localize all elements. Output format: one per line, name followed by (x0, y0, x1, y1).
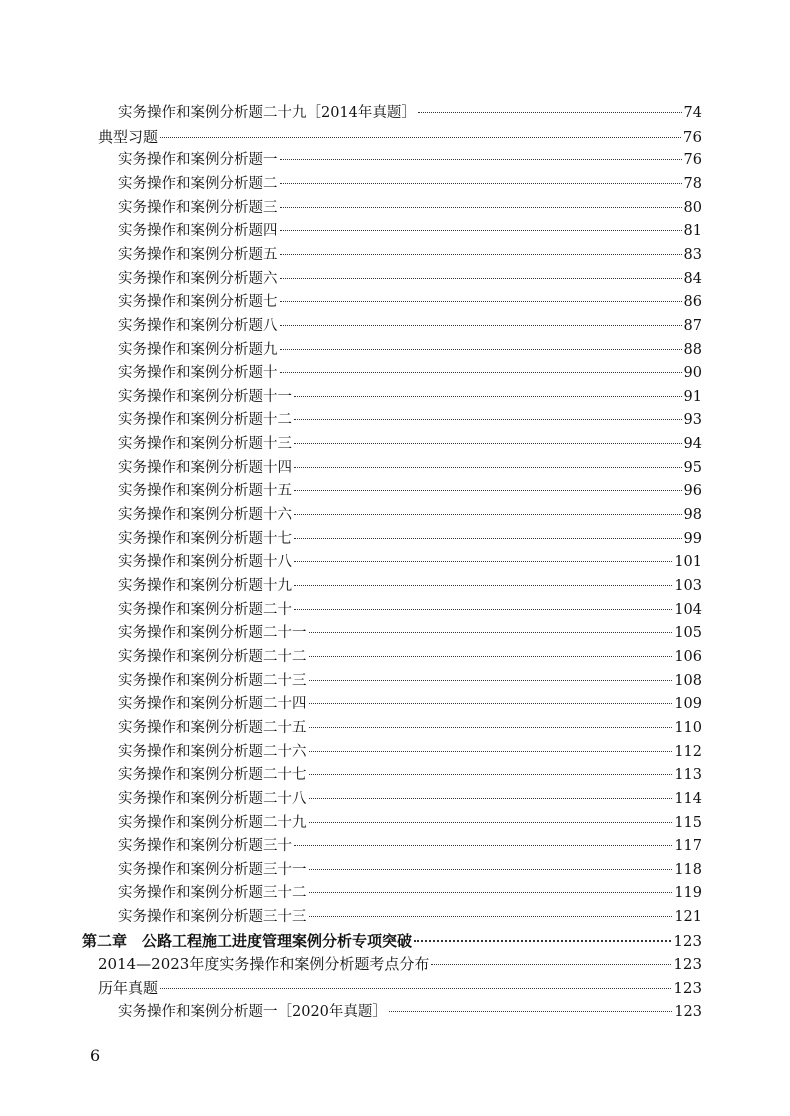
toc-entry-page: 76 (683, 152, 702, 169)
toc-entry-page: 98 (683, 507, 702, 524)
toc-entry-title: 实务操作和案例分析题十二 (118, 412, 292, 429)
dot-leader (294, 845, 672, 846)
dot-leader (294, 443, 682, 444)
toc-entry-title: 实务操作和案例分析题十七 (118, 530, 292, 547)
toc-entry[interactable] (118, 670, 702, 692)
toc-entry[interactable] (118, 575, 702, 597)
dot-leader (389, 1011, 672, 1012)
toc-entry-title: 实务操作和案例分析题一［2020年真题］ (118, 1003, 387, 1020)
dot-leader (309, 703, 673, 704)
toc-entry-page: 114 (674, 790, 702, 807)
toc-entry[interactable] (118, 551, 702, 573)
toc-entry-title: 实务操作和案例分析题二十四 (118, 696, 307, 713)
toc-entry-title: 实务操作和案例分析题二十六 (118, 743, 307, 760)
dot-leader (294, 419, 682, 420)
toc-entry-page: 109 (674, 696, 702, 713)
dot-leader (280, 301, 682, 302)
dot-leader (280, 183, 682, 184)
toc-entry[interactable] (118, 859, 702, 881)
dot-leader (280, 278, 682, 279)
toc-entry-page: 117 (674, 838, 702, 855)
toc-entry[interactable] (118, 764, 702, 786)
toc-entry-page: 78 (683, 175, 702, 192)
toc-entry-page: 104 (674, 601, 702, 618)
page-number: 6 (90, 1046, 101, 1065)
dot-leader (309, 892, 673, 893)
toc-entry[interactable] (118, 315, 702, 337)
toc-entry-page: 93 (683, 412, 702, 429)
toc-entry-title: 实务操作和案例分析题二十 (118, 601, 292, 618)
toc-entry[interactable] (118, 741, 702, 763)
toc-entry-page: 74 (683, 105, 702, 121)
dot-leader (309, 798, 673, 799)
toc-entry-title: 实务操作和案例分析题二十七 (118, 767, 307, 784)
toc-entry-title: 实务操作和案例分析题二十五 (118, 719, 307, 736)
toc-entry-title: 实务操作和案例分析题三 (118, 199, 278, 216)
toc-entry-title: 实务操作和案例分析题十五 (118, 483, 292, 500)
dot-leader (309, 869, 673, 870)
toc-entry-title: 实务操作和案例分析题二十八 (118, 790, 307, 807)
toc-entry-page: 105 (674, 625, 702, 642)
toc-entry-page: 88 (683, 341, 702, 358)
toc-entry-page: 94 (683, 436, 702, 453)
toc-entry[interactable] (118, 599, 702, 621)
dot-leader (414, 940, 671, 942)
toc-entry-title: 实务操作和案例分析题二十九［2014年真题］ (118, 105, 416, 121)
toc-entry-title: 实务操作和案例分析题十三 (118, 436, 292, 453)
toc-entry-title: 实务操作和案例分析题一 (118, 152, 278, 169)
toc-entry-page: 123 (673, 931, 702, 950)
dot-leader (280, 159, 682, 160)
toc-entry-page: 119 (674, 885, 702, 902)
dot-leader (280, 254, 682, 255)
toc-entry-page: 90 (683, 365, 702, 382)
dot-leader (280, 230, 682, 231)
toc-entry-title: 实务操作和案例分析题四 (118, 223, 278, 240)
toc-entry-page: 83 (683, 246, 702, 263)
toc-entry-title: 实务操作和案例分析题七 (118, 294, 278, 311)
toc-entry-page: 115 (674, 814, 702, 831)
toc-entry[interactable] (118, 291, 702, 313)
toc-entry[interactable] (118, 835, 702, 857)
toc-entry-page: 101 (674, 554, 702, 571)
toc-entry-title: 实务操作和案例分析题五 (118, 246, 278, 263)
toc-entry-page: 121 (674, 909, 702, 926)
dot-leader (160, 988, 671, 989)
toc-entry-title: 实务操作和案例分析题二十一 (118, 625, 307, 642)
toc-entry[interactable] (118, 268, 702, 290)
toc-entry[interactable] (118, 386, 702, 408)
toc-entry[interactable] (118, 1001, 702, 1023)
dot-leader (294, 538, 682, 539)
toc-entry-title: 实务操作和案例分析题三十一 (118, 861, 307, 878)
dot-leader (160, 137, 681, 138)
toc-entry-page: 86 (683, 294, 702, 311)
toc-entry[interactable] (118, 102, 702, 124)
toc-entry-page: 118 (674, 861, 702, 878)
toc-entry[interactable] (118, 528, 702, 550)
toc-entry[interactable] (118, 433, 702, 455)
toc-entry-title: 实务操作和案例分析题二十九 (118, 814, 307, 831)
dot-leader (280, 349, 682, 350)
toc-entry-title: 第二章 公路工程施工进度管理案例分析专项突破 (82, 931, 413, 950)
toc-entry-page: 108 (674, 672, 702, 689)
dot-leader (309, 656, 673, 657)
toc-entry-title: 实务操作和案例分析题十八 (118, 554, 292, 571)
toc-entry-title: 实务操作和案例分析题十四 (118, 459, 292, 476)
toc-entry-page: 106 (674, 648, 702, 665)
toc-entry-page: 91 (683, 388, 702, 405)
toc-entry[interactable] (118, 409, 702, 431)
toc-entry-page: 80 (683, 199, 702, 216)
toc-entry[interactable] (118, 693, 702, 715)
toc-entry-title: 实务操作和案例分析题十一 (118, 388, 292, 405)
toc-entry[interactable] (118, 646, 702, 668)
toc-entry-page: 96 (683, 483, 702, 500)
dot-leader (309, 916, 673, 917)
toc-entry-page: 123 (673, 955, 702, 974)
toc-entry-title: 实务操作和案例分析题二 (118, 175, 278, 192)
dot-leader (309, 727, 673, 728)
toc-entry-page: 123 (674, 1003, 702, 1020)
toc-entry[interactable] (118, 173, 702, 195)
dot-leader (294, 490, 682, 491)
toc-entry[interactable] (118, 480, 702, 502)
toc-chapter-entry[interactable] (82, 930, 702, 952)
dot-leader (294, 561, 672, 562)
toc-entry[interactable] (118, 220, 702, 242)
toc-entry-title: 实务操作和案例分析题三十 (118, 838, 292, 855)
toc-entry[interactable] (118, 882, 702, 904)
dot-leader (309, 680, 673, 681)
toc-entry-title: 实务操作和案例分析题十 (118, 365, 278, 382)
toc-entry-page: 95 (683, 459, 702, 476)
toc-entry-page: 112 (674, 743, 702, 760)
dot-leader (294, 467, 682, 468)
toc-entry-page: 84 (683, 270, 702, 287)
toc-entry[interactable] (118, 149, 702, 171)
toc-entry-page: 99 (683, 530, 702, 547)
toc-entry-title: 典型习题 (98, 127, 159, 146)
dot-leader (294, 585, 672, 586)
dot-leader (294, 609, 672, 610)
toc-entry[interactable] (118, 244, 702, 266)
toc-entry-page: 103 (674, 578, 702, 594)
toc-entry-title: 实务操作和案例分析题九 (118, 341, 278, 358)
toc-entry[interactable] (118, 717, 702, 739)
toc-entry[interactable] (118, 906, 702, 928)
dot-leader (309, 751, 673, 752)
toc-entry-title: 实务操作和案例分析题八 (118, 317, 278, 334)
toc-entry-title: 实务操作和案例分析题六 (118, 270, 278, 287)
toc-entry-title: 实务操作和案例分析题二十二 (118, 648, 307, 665)
toc-entry[interactable] (118, 197, 702, 219)
toc-entry-page: 110 (674, 719, 702, 736)
toc-entry-title: 实务操作和案例分析题二十三 (118, 672, 307, 689)
toc-entry-page: 113 (674, 767, 702, 784)
toc-entry-page: 87 (683, 317, 702, 334)
toc-entry-page: 76 (682, 127, 702, 146)
toc-entry-page: 81 (683, 223, 702, 240)
dot-leader (431, 964, 671, 965)
toc-entry[interactable] (118, 362, 702, 384)
dot-leader (294, 514, 682, 515)
dot-leader (280, 372, 682, 373)
toc-entry-title: 2014—2023年度实务操作和案例分析题考点分布 (98, 955, 430, 974)
dot-leader (280, 325, 682, 326)
dot-leader (294, 396, 682, 397)
toc-entry[interactable] (118, 339, 702, 361)
toc-entry[interactable] (118, 622, 702, 644)
toc-entry-title: 历年真题 (98, 979, 159, 998)
toc-entry[interactable] (118, 457, 702, 479)
toc-entry[interactable] (118, 812, 702, 834)
toc-entry-page: 123 (673, 979, 702, 998)
dot-leader (309, 632, 673, 633)
toc-entry-title: 实务操作和案例分析题十九 (118, 578, 292, 594)
toc-entry[interactable] (118, 504, 702, 526)
toc-entry-title: 实务操作和案例分析题三十三 (118, 909, 307, 926)
toc-entry-title: 实务操作和案例分析题三十二 (118, 885, 307, 902)
dot-leader (309, 822, 673, 823)
dot-leader (418, 112, 682, 113)
toc-entry-title: 实务操作和案例分析题十六 (118, 507, 292, 524)
toc-entry[interactable] (98, 126, 702, 148)
dot-leader (280, 207, 682, 208)
dot-leader (309, 774, 673, 775)
toc-entry[interactable] (98, 977, 702, 999)
toc-entry[interactable] (98, 953, 702, 975)
toc-entry[interactable] (118, 788, 702, 810)
